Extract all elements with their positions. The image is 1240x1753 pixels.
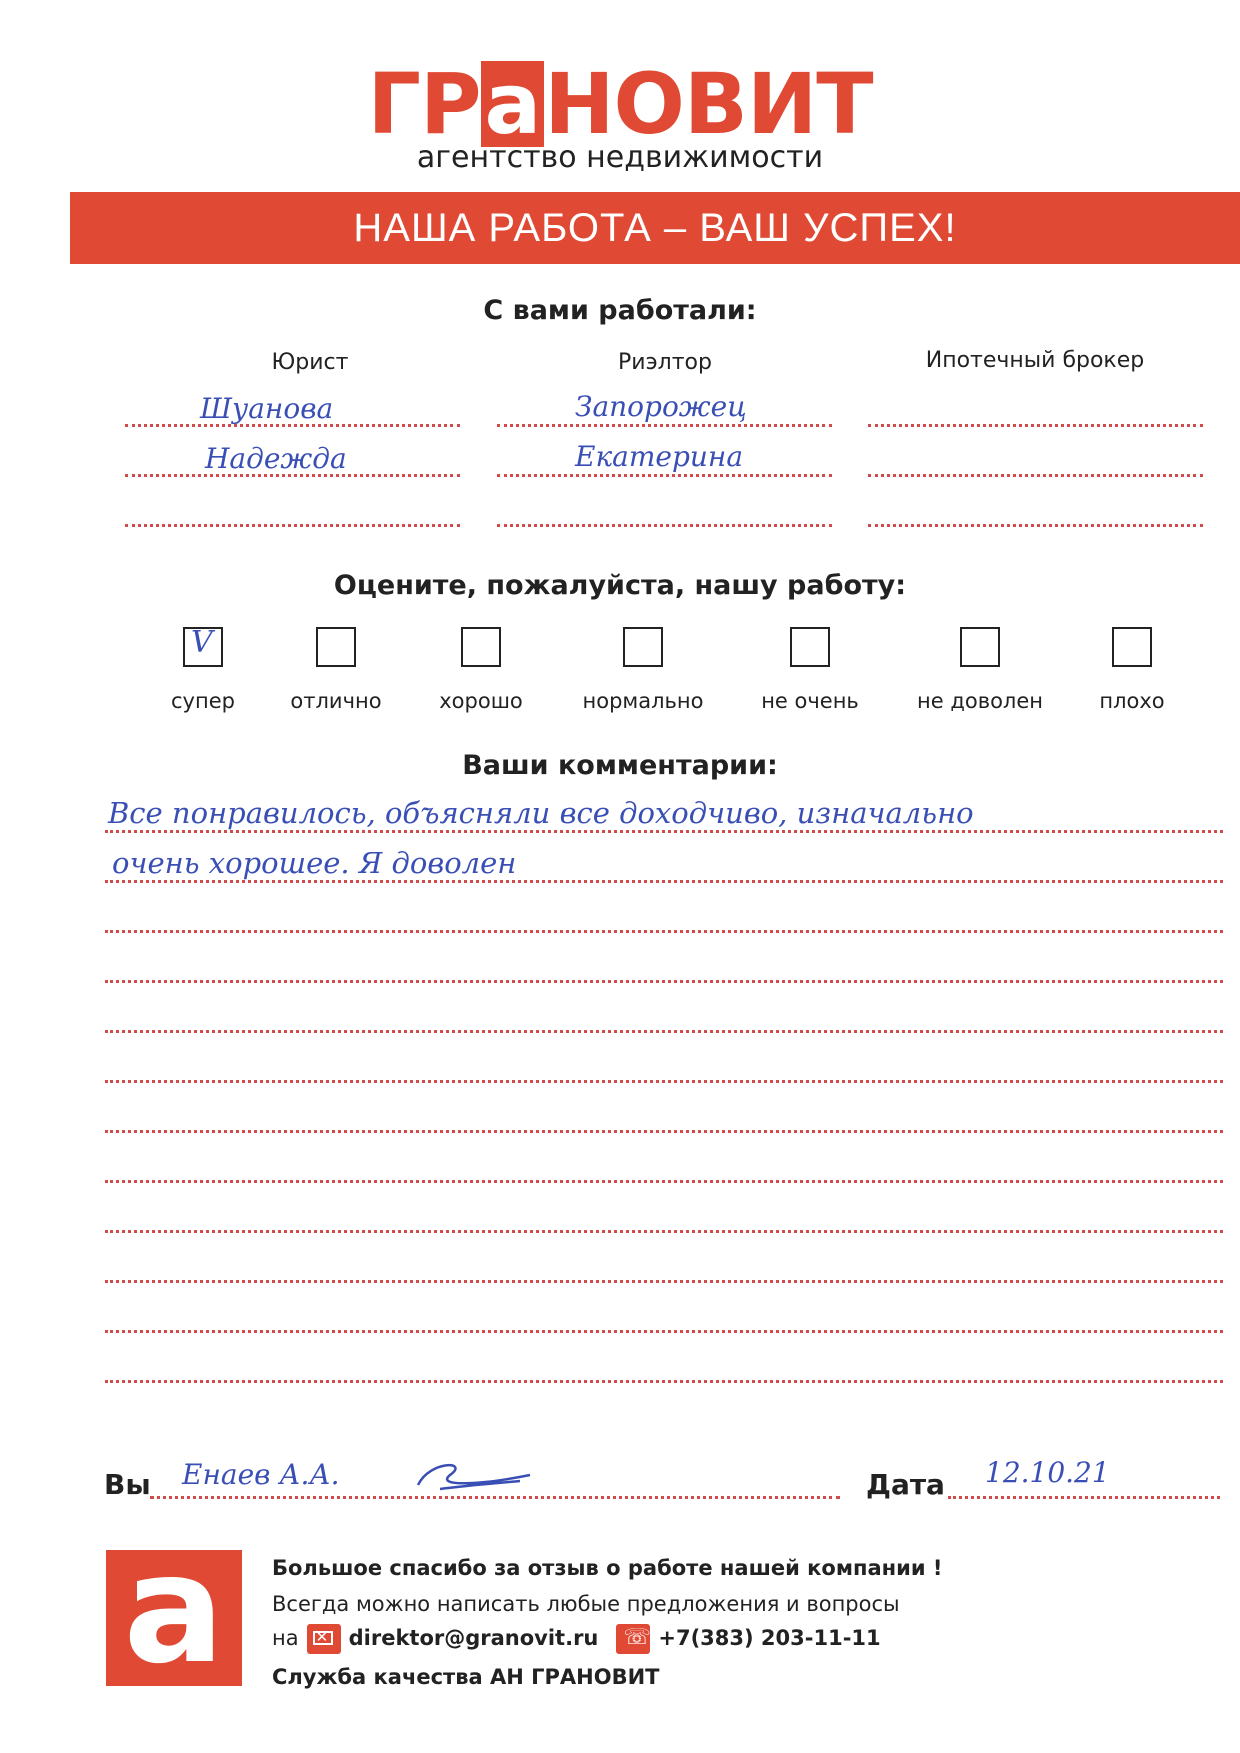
comment-line[interactable] xyxy=(105,930,1223,933)
rating-label-excellent: отлично xyxy=(290,689,382,713)
comment-text-2: очень хорошее. Я доволен xyxy=(112,846,517,880)
broker-line-1[interactable] xyxy=(868,424,1203,427)
rating-label-normal: нормально xyxy=(582,689,704,713)
comment-line[interactable] xyxy=(105,1380,1223,1383)
staff-title: С вами работали: xyxy=(483,295,757,326)
check-mark: V xyxy=(191,625,213,660)
footer-phone[interactable]: +7(383) 203-11-11 xyxy=(658,1626,881,1650)
rating-title: Оцените, пожалуйста, нашу работу: xyxy=(333,570,907,601)
footer-on: на xyxy=(272,1626,299,1650)
rating-label-good: хорошо xyxy=(439,689,523,713)
realtor-line-1[interactable] xyxy=(497,424,832,427)
slogan-banner: НАША РАБОТА – ВАШ УСПЕХ! xyxy=(70,192,1240,264)
company-logo xyxy=(0,55,1240,153)
footer-thanks: Большое спасибо за отзыв о работе нашей компании ! xyxy=(272,1556,943,1580)
realtor-surname: Запорожец xyxy=(575,390,747,423)
date-label: Дата xyxy=(866,1468,945,1501)
realtor-line-2[interactable] xyxy=(497,474,832,477)
mail-icon xyxy=(307,1624,341,1654)
rating-label-super: супер xyxy=(171,689,235,713)
rating-option-not-satisfied[interactable] xyxy=(900,627,1060,713)
rating-option-good[interactable] xyxy=(401,627,561,713)
rating-option-not-very[interactable] xyxy=(730,627,890,713)
rating-label-not-very: не очень xyxy=(761,689,859,713)
rating-option-bad[interactable] xyxy=(1052,627,1212,713)
date-line[interactable] xyxy=(948,1496,1220,1499)
realtor-name: Екатерина xyxy=(575,440,744,473)
footer-contacts xyxy=(272,1624,881,1654)
rating-checkbox-not-satisfied[interactable] xyxy=(960,627,1000,667)
you-label: Вы xyxy=(104,1468,151,1501)
comment-line[interactable] xyxy=(105,1180,1223,1183)
broker-line-3[interactable] xyxy=(868,524,1203,527)
logo-text-left: ГР xyxy=(367,55,481,153)
lawyer-surname: Шуанова xyxy=(200,392,334,425)
rating-checkbox-super[interactable] xyxy=(183,627,223,667)
rating-label-bad: плохо xyxy=(1099,689,1165,713)
comment-line[interactable] xyxy=(105,880,1223,883)
logo-text-inverted: а xyxy=(481,61,545,147)
lawyer-line-3[interactable] xyxy=(125,524,460,527)
realtor-label: Риэлтор xyxy=(618,350,712,375)
rating-checkbox-normal[interactable] xyxy=(623,627,663,667)
footer-logo: а xyxy=(106,1550,242,1686)
realtor-line-3[interactable] xyxy=(497,524,832,527)
comments-title: Ваши комментарии: xyxy=(462,750,778,781)
comment-line[interactable] xyxy=(105,1030,1223,1033)
you-value: Енаев А.А. xyxy=(182,1458,340,1491)
phone-icon xyxy=(616,1624,650,1654)
broker-line-2[interactable] xyxy=(868,474,1203,477)
signature-scribble xyxy=(410,1455,540,1495)
comment-line[interactable] xyxy=(105,1130,1223,1133)
lawyer-name: Надежда xyxy=(205,442,347,475)
rating-checkbox-not-very[interactable] xyxy=(790,627,830,667)
rating-label-not-satisfied: не доволен xyxy=(917,689,1043,713)
lawyer-label: Юрист xyxy=(271,350,349,375)
footer-line2: Всегда можно написать любые предложения и вопросы xyxy=(272,1592,900,1616)
comment-text-1: Все понравилось, объясняли все доходчиво, изначально xyxy=(108,796,974,830)
rating-option-excellent[interactable] xyxy=(256,627,416,713)
tagline: агентство недвижимости xyxy=(416,140,824,175)
rating-option-normal[interactable] xyxy=(563,627,723,713)
logo-text-right: НОВИТ xyxy=(544,55,873,153)
comment-line[interactable] xyxy=(105,1230,1223,1233)
rating-checkbox-bad[interactable] xyxy=(1112,627,1152,667)
you-line[interactable] xyxy=(150,1496,840,1499)
comment-line[interactable] xyxy=(105,1330,1223,1333)
comment-line[interactable] xyxy=(105,980,1223,983)
rating-checkbox-good[interactable] xyxy=(461,627,501,667)
rating-checkbox-excellent[interactable] xyxy=(316,627,356,667)
comment-line[interactable] xyxy=(105,1080,1223,1083)
footer-service: Служба качества АН ГРАНОВИТ xyxy=(272,1665,660,1689)
comment-line[interactable] xyxy=(105,1280,1223,1283)
footer-email[interactable]: direktor@granovit.ru xyxy=(348,1626,599,1650)
date-value: 12.10.21 xyxy=(985,1456,1110,1489)
mortgage-broker-label: Ипотечный брокер xyxy=(925,348,1145,373)
comment-line[interactable] xyxy=(105,830,1223,833)
